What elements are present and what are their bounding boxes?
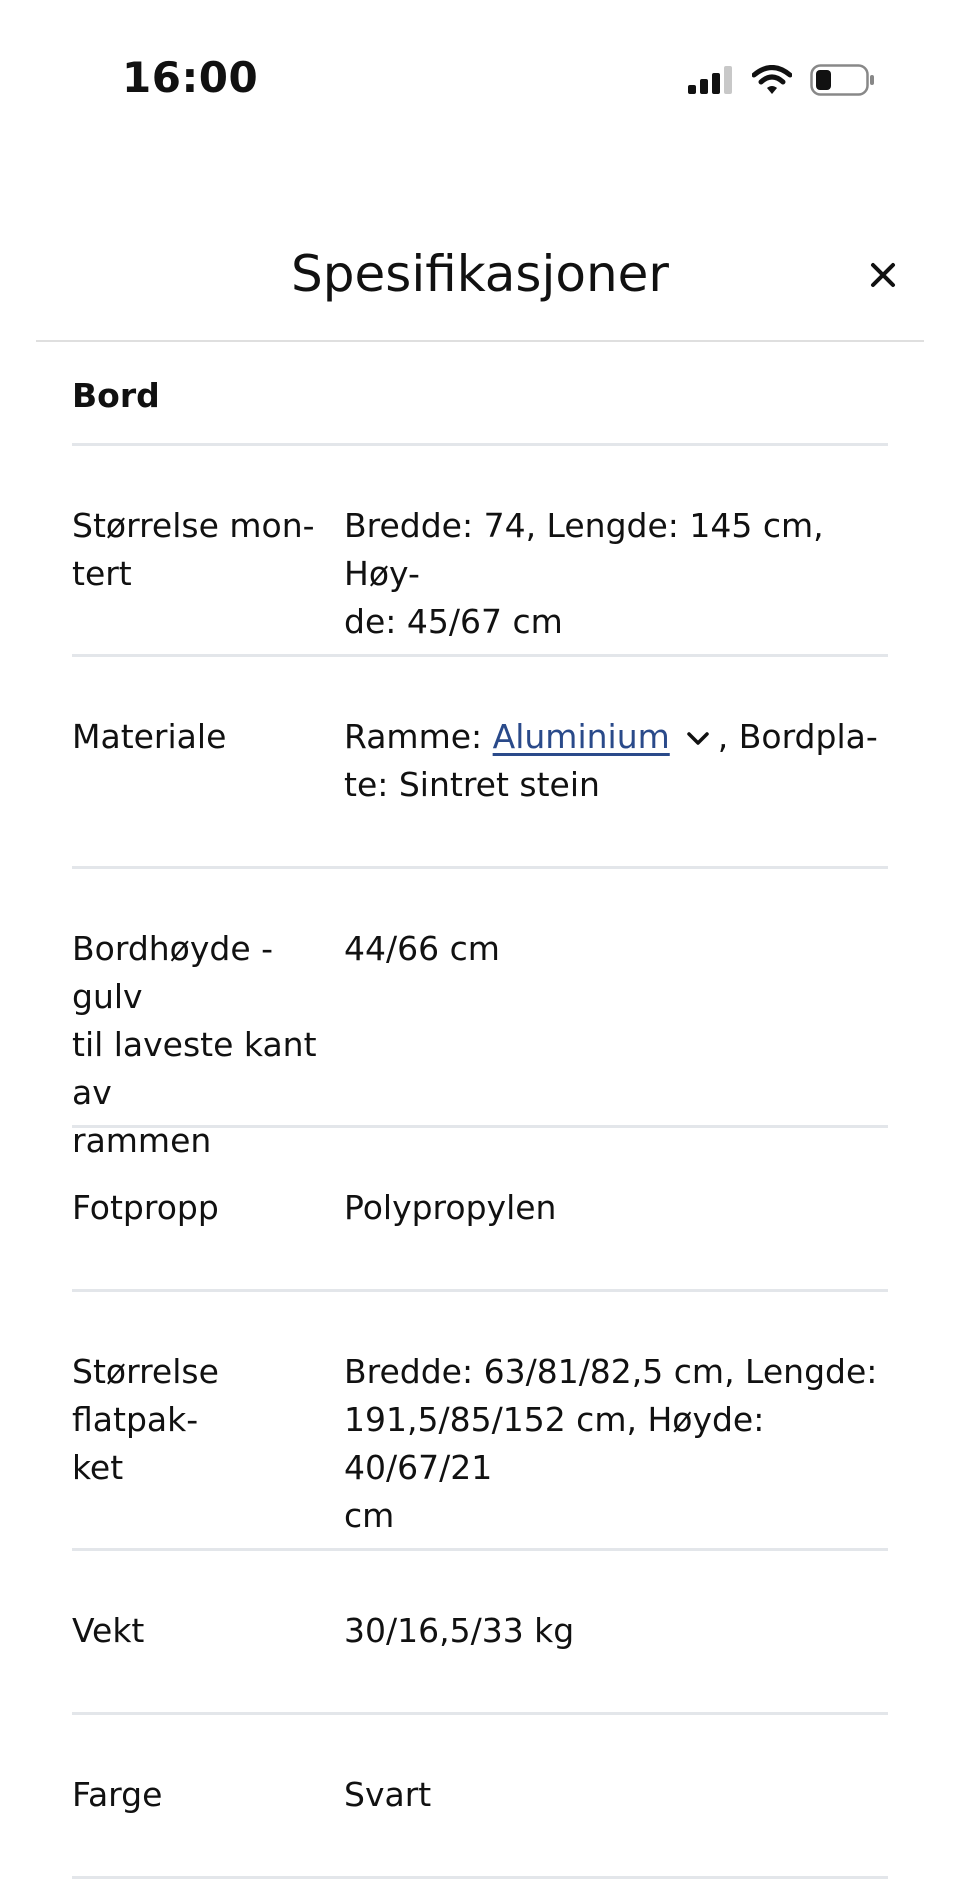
status-icons bbox=[688, 60, 876, 100]
spec-value: Ramme: Aluminium , Bordpla- te: Sintret stein bbox=[344, 717, 878, 804]
status-bar bbox=[0, 0, 960, 150]
spec-label: Størrelse flatpak- ket bbox=[72, 1352, 219, 1487]
spec-label: Fotpropp bbox=[72, 1188, 219, 1227]
spec-value: 44/66 cm bbox=[344, 929, 500, 968]
spec-row-weight bbox=[72, 1551, 888, 1715]
spec-label: Bordhøyde - gulv til laveste kant av rammen bbox=[72, 929, 317, 1160]
specs-content bbox=[72, 342, 888, 1879]
modal-title: Spesifikasjoner bbox=[291, 245, 669, 303]
spec-row-color bbox=[72, 1715, 888, 1879]
spec-value: Polypropylen bbox=[344, 1188, 557, 1227]
spec-value: Bredde: 63/81/82,5 cm, Lengde: 191,5/85/152 cm, Høyde: 40/67/21 cm bbox=[344, 1352, 878, 1535]
spec-row-table-height bbox=[72, 869, 888, 1160]
modal-header bbox=[36, 220, 924, 342]
spec-value: Bredde: 74, Lengde: 145 cm, Høy- de: 45/67 cm bbox=[344, 506, 824, 641]
spec-row-foot-cap bbox=[72, 1128, 888, 1292]
spec-value: Svart bbox=[344, 1775, 432, 1814]
chevron-down-icon[interactable] bbox=[686, 731, 710, 747]
spec-label: Vekt bbox=[72, 1611, 145, 1650]
cellular-signal-icon bbox=[688, 66, 734, 94]
spec-row-material bbox=[72, 657, 888, 869]
battery-icon bbox=[810, 64, 876, 96]
close-button[interactable] bbox=[856, 248, 910, 302]
aluminium-link[interactable]: Aluminium bbox=[492, 717, 670, 756]
spec-label: Størrelse mon- tert bbox=[72, 506, 315, 593]
wifi-icon bbox=[752, 65, 792, 95]
spec-value-prefix: Ramme: bbox=[344, 717, 493, 756]
spec-value: 30/16,5/33 kg bbox=[344, 1611, 575, 1650]
spec-row-assembled-size bbox=[72, 446, 888, 657]
spec-row-flatpack-size bbox=[72, 1292, 888, 1551]
close-icon bbox=[870, 262, 896, 288]
spec-label: Materiale bbox=[72, 717, 227, 756]
spec-label: Farge bbox=[72, 1775, 163, 1814]
section-heading: Bord bbox=[72, 342, 888, 446]
status-time: 16:00 bbox=[122, 53, 259, 102]
